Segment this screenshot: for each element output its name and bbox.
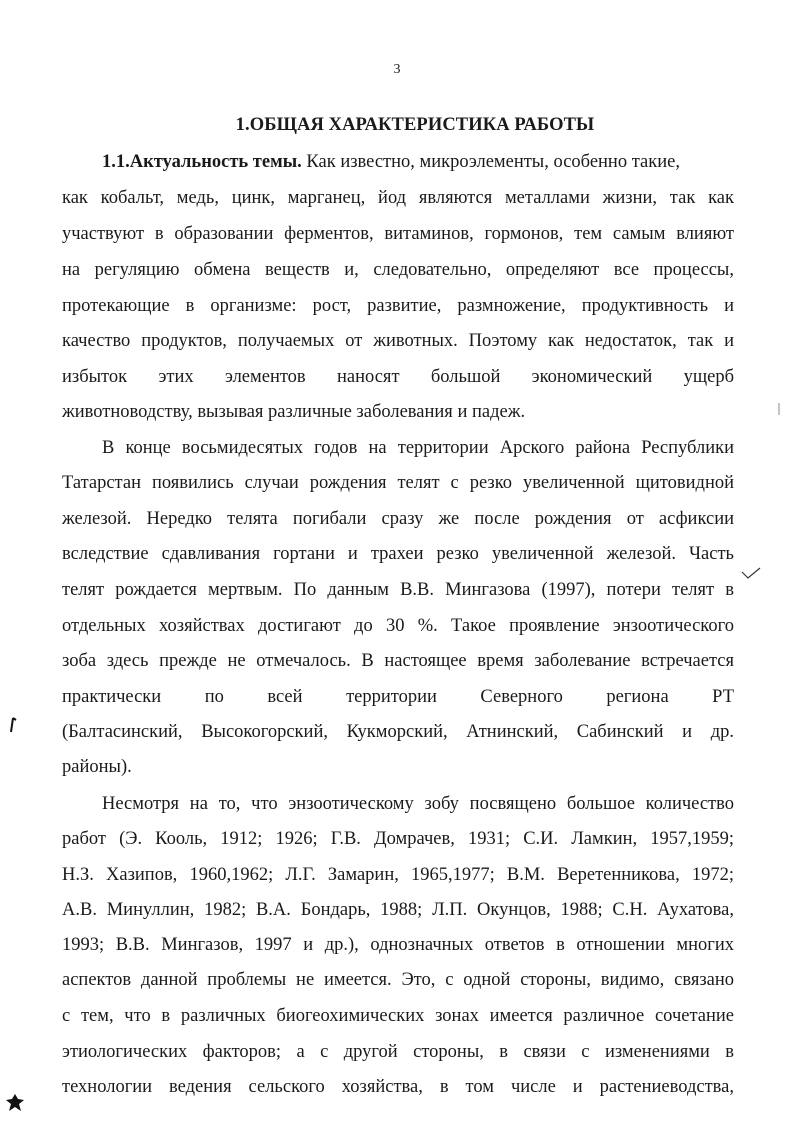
text-line: качество продуктов, получаемых от животных. Поэтому как недостаток, так и: [62, 331, 734, 351]
text-line: этиологических факторов; а с другой стороны, в связи с изменениями в: [62, 1042, 734, 1062]
text-line: протекающие в организме: рост, развитие, размножение, продуктивность и: [62, 296, 734, 316]
handwritten-check-mark: [740, 566, 762, 582]
text-line: зоба здесь прежде не отмечалось. В настоящее время заболевание встречается: [62, 651, 734, 671]
text-line: аспектов данной проблемы не имеется. Это, с одной стороны, видимо, связано: [62, 970, 734, 990]
margin-tick-mark: [8, 716, 18, 734]
text-line: участвуют в образовании ферментов, витаминов, гормонов, тем самым влияют: [62, 224, 734, 244]
text-line: вследствие сдавливания гортани и трахеи резко увеличенной железой. Часть: [62, 544, 734, 564]
text-line: Н.З. Хазипов, 1960,1962; Л.Г. Замарин, 1965,1977; В.М. Веретенникова, 1972;: [62, 865, 734, 885]
text-line: Несмотря на то, что энзоотическому зобу посвящено большое количество: [102, 794, 734, 814]
text-line: телят рождается мертвым. По данным В.В. Мингазова (1997), потери телят в: [62, 580, 734, 600]
text-line: как кобальт, медь, цинк, марганец, йод являются металлами жизни, так как: [62, 188, 734, 208]
text-line: [102, 150, 734, 174]
text-line: отдельных хозяйствах достигают до 30 %. Такое проявление энзоотического: [62, 616, 734, 636]
text-line: на регуляцию обмена веществ и, следовательно, определяют все процессы,: [62, 260, 734, 280]
text-line: А.В. Минуллин, 1982; В.А. Бондарь, 1988; Л.П. Окунцов, 1988; С.Н. Аухатова,: [62, 900, 734, 920]
text-line: районы).: [62, 757, 132, 777]
text-line: Татарстан появились случаи рождения телят с резко увеличенной щитовидной: [62, 473, 734, 493]
text-line: практически по всей территории Северного региона РТ: [62, 687, 734, 707]
margin-tick-mark: [776, 402, 782, 416]
section-heading: 1.ОБЩАЯ ХАРАКТЕРИСТИКА РАБОТЫ: [235, 115, 595, 135]
text-line: В конце восьмидесятых годов на территории Арского района Республики: [102, 438, 734, 458]
text-line: технологии ведения сельского хозяйства, в том числе и растениеводства,: [62, 1077, 734, 1097]
text-line: животноводству, вызывая различные заболевания и падеж.: [62, 402, 526, 422]
text-line: 1993; В.В. Мингазов, 1997 и др.), однозначных ответов в отношении многих: [62, 935, 734, 955]
subsection-title: 1.1.Актуальность темы.: [102, 152, 302, 172]
text-fragment: Как известно, микроэлементы, особенно такие,: [301, 152, 680, 172]
page-number: 3: [393, 62, 401, 77]
text-line: с тем, что в различных биогеохимических зонах имеется различное сочетание: [62, 1006, 734, 1026]
text-line: избыток этих элементов наносят большой экономический ущерб: [62, 367, 734, 387]
text-line: железой. Нередко телята погибали сразу же после рождения от асфиксии: [62, 509, 734, 529]
text-line: работ (Э. Кооль, 1912; 1926; Г.В. Домрачев, 1931; С.И. Ламкин, 1957,1959;: [62, 829, 734, 849]
text-line: (Балтасинский, Высокогорский, Кукморский, Атнинский, Сабинский и др.: [62, 722, 734, 742]
ink-blot-mark: [4, 1092, 26, 1114]
